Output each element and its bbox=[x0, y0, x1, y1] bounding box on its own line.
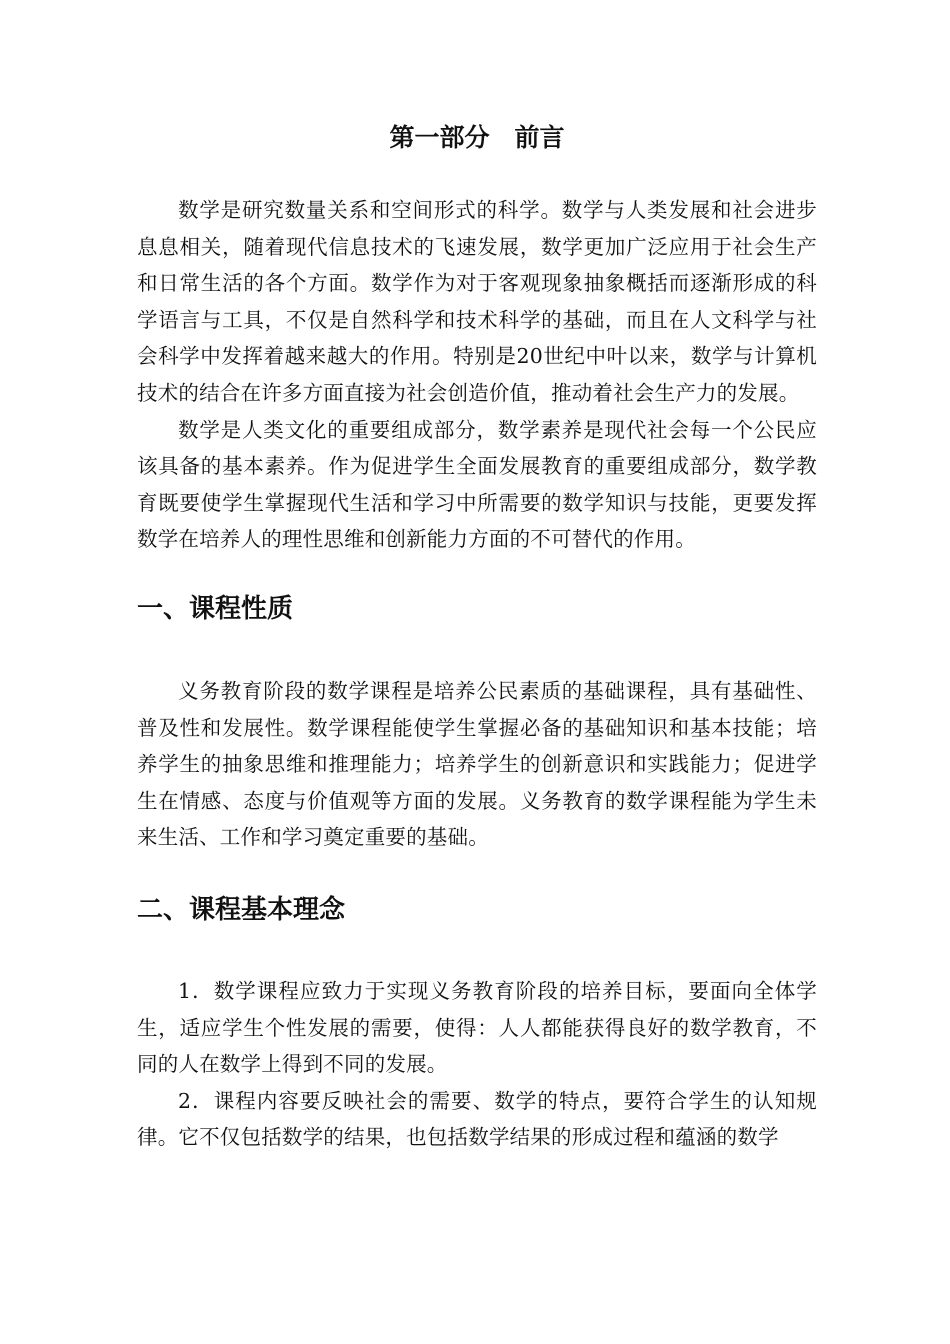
section-heading-basic-concepts: 二、课程基本理念 bbox=[137, 894, 346, 925]
page-title: 第一部分 前言 bbox=[389, 123, 565, 152]
section-heading-course-nature: 一、课程性质 bbox=[137, 593, 294, 624]
basic-concept-item-1: 1．数学课程应致力于实现义务教育阶段的培养目标，要面向全体学生，适应学生个性发展的需要，使得：人人都能获得良好的数学教育，不同的人在数学上得到不同的发展。 bbox=[137, 978, 817, 1077]
course-nature-paragraph: 义务教育阶段的数学课程是培养公民素质的基础课程，具有基础性、普及性和发展性。数学课程能使学生掌握必备的基础知识和基本技能；培养学生的抽象思维和推理能力；培养学生的创新意识和实践能力；促进学生在情感、态度与价值观等方面的发展。义务教育的数学课程能为学生未来生活、工作和学习奠定重要的基础。 bbox=[137, 678, 817, 850]
document-body bbox=[137, 118, 817, 1156]
preface-paragraph-2: 数学是人类文化的重要组成部分，数学素养是现代社会每一个公民应该具备的基本素养。作为促进学生全面发展教育的重要组成部分，数学教育既要使学生掌握现代生活和学习中所需要的数学知识与技能，更要发挥数学在培养人的理性思维和创新能力方面的不可替代的作用。 bbox=[137, 417, 817, 552]
preface-paragraph-1: 数学是研究数量关系和空间形式的科学。数学与人类发展和社会进步息息相关，随着现代信息技术的飞速发展，数学更加广泛应用于社会生产和日常生活的各个方面。数学作为对于客观现象抽象概括而逐渐形成的科学语言与工具，不仅是自然科学和技术科学的基础，而且在人文科学与社会科学中发挥着越来越大的作用。特别是20世纪中叶以来，数学与计算机技术的结合在许多方面直接为社会创造价值，推动着社会生产力的发展。 bbox=[137, 198, 817, 405]
basic-concept-item-2: 2．课程内容要反映社会的需要、数学的特点，要符合学生的认知规律。它不仅包括数学的结果，也包括数学结果的形成过程和蕴涵的数学 bbox=[137, 1088, 817, 1150]
